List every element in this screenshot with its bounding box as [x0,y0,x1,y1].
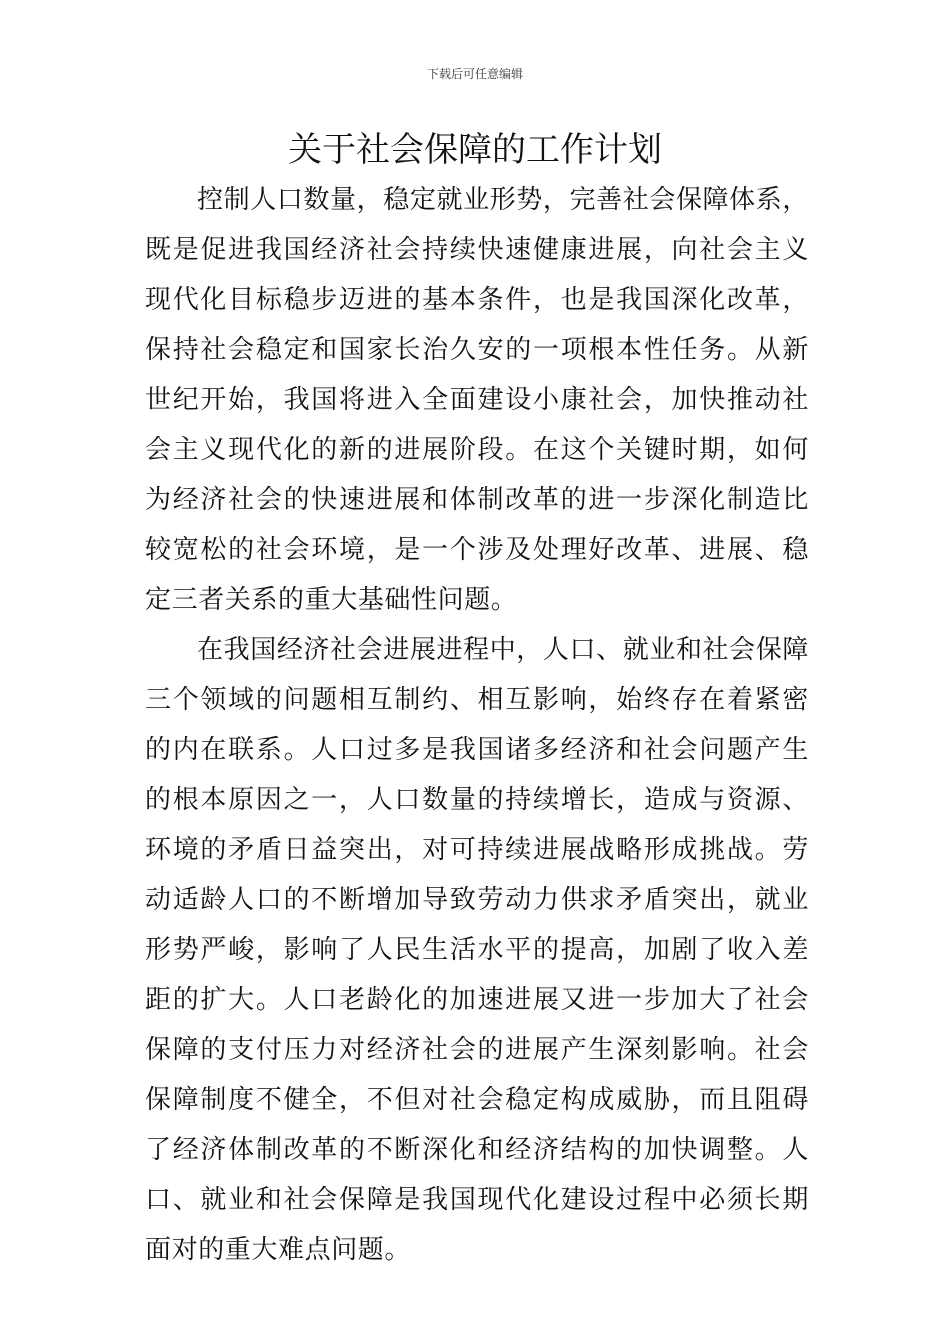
document-body [145,175,809,1275]
document-title: 关于社会保障的工作计划 [288,130,662,170]
header-note: 下载后可任意编辑 [426,67,523,81]
paragraph-1: 控制人口数量，稳定就业形势，完善社会保障体系，既是促进我国经济社会持续快速健康进展，向社会主义现代化目标稳步迈进的基本条件，也是我国深化改革，保持社会稳定和国家长治久安的一项根本性任务。从新世纪开始，我国将进入全面建设小康社会，加快推动社会主义现代化的新的进展阶段。在这个关键时期，如何为经济社会的快速进展和体制改革的进一步深化制造比较宽松的社会环境，是一个涉及处理好改革、进展、稳定三者关系的重大基础性问题。 [145,185,809,615]
paragraph-2: 在我国经济社会进展进程中，人口、就业和社会保障三个领域的问题相互制约、相互影响，始终存在着紧密的内在联系。人口过多是我国诸多经济和社会问题产生的根本原因之一，人口数量的持续增长，造成与资源、环境的矛盾日益突出，对可持续进展战略形成挑战。劳动适龄人口的不断增加导致劳动力供求矛盾突出，就业形势严峻，影响了人民生活水平的提高，加剧了收入差距的扩大。人口老龄化的加速进展又进一步加大了社会保障的支付压力对经济社会的进展产生深刻影响。社会保障制度不健全，不但对社会稳定构成威胁，而且阻碍了经济体制改革的不断深化和经济结构的加快调整。人口、就业和社会保障是我国现代化建设过程中必须长期面对的重大难点问题。 [145,635,809,1265]
